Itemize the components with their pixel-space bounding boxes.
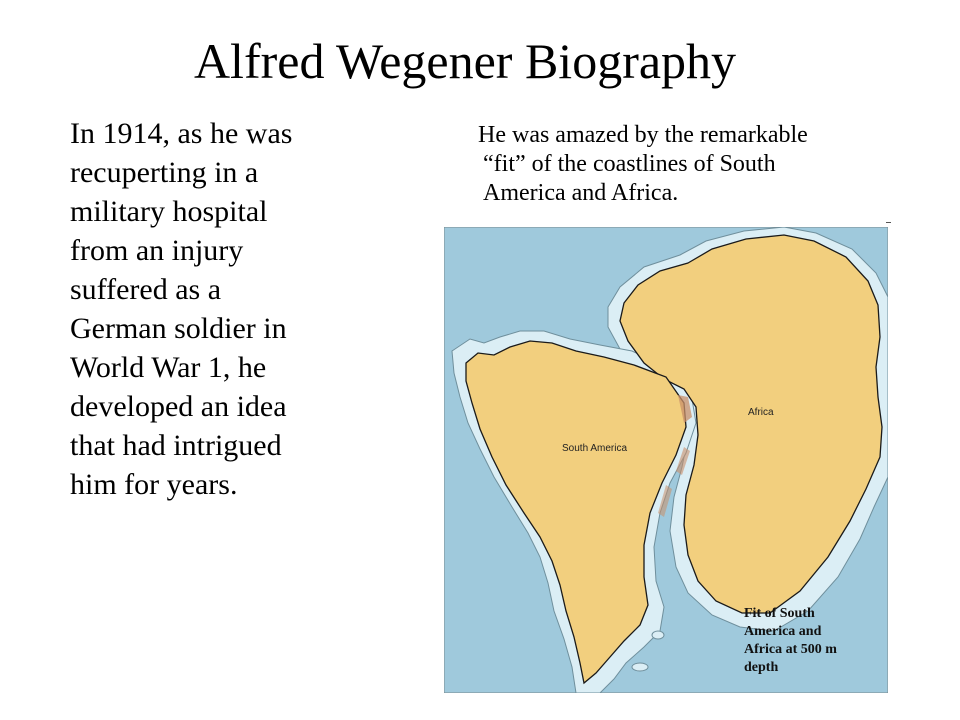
text-line: him for years. [70,468,238,501]
text-line: World War 1, he [70,351,267,384]
text-line: In 1914, as he was [70,117,293,150]
island [652,631,664,639]
map-caption-line: depth [744,660,779,675]
slide-title: Alfred Wegener Biography [193,33,737,89]
text-line: suffered as a [70,273,222,306]
text-line: recuperting in a [70,156,259,189]
text-line: military hospital [70,195,268,228]
continent-fit-map [444,227,888,693]
map-caption-line: Fit of South [744,606,815,621]
text-line: “fit” of the coastlines of South [483,151,776,177]
biography-text [70,114,370,504]
text-line: He was amazed by the remarkable [478,122,808,148]
map-caption-line: Africa at 500 m [744,642,837,657]
text-line: German soldier in [70,312,287,345]
text-line: America and Africa. [483,180,679,206]
divider-tick [886,222,891,223]
island [632,663,648,671]
africa-label: Africa [748,407,774,418]
text-line: that had intrigued [70,429,282,462]
text-line: from an injury [70,234,244,267]
coastline-fit-text [478,121,928,208]
south-america-label: South America [562,443,628,454]
text-line: developed an idea [70,390,287,423]
map-caption-line: America and [744,624,822,639]
